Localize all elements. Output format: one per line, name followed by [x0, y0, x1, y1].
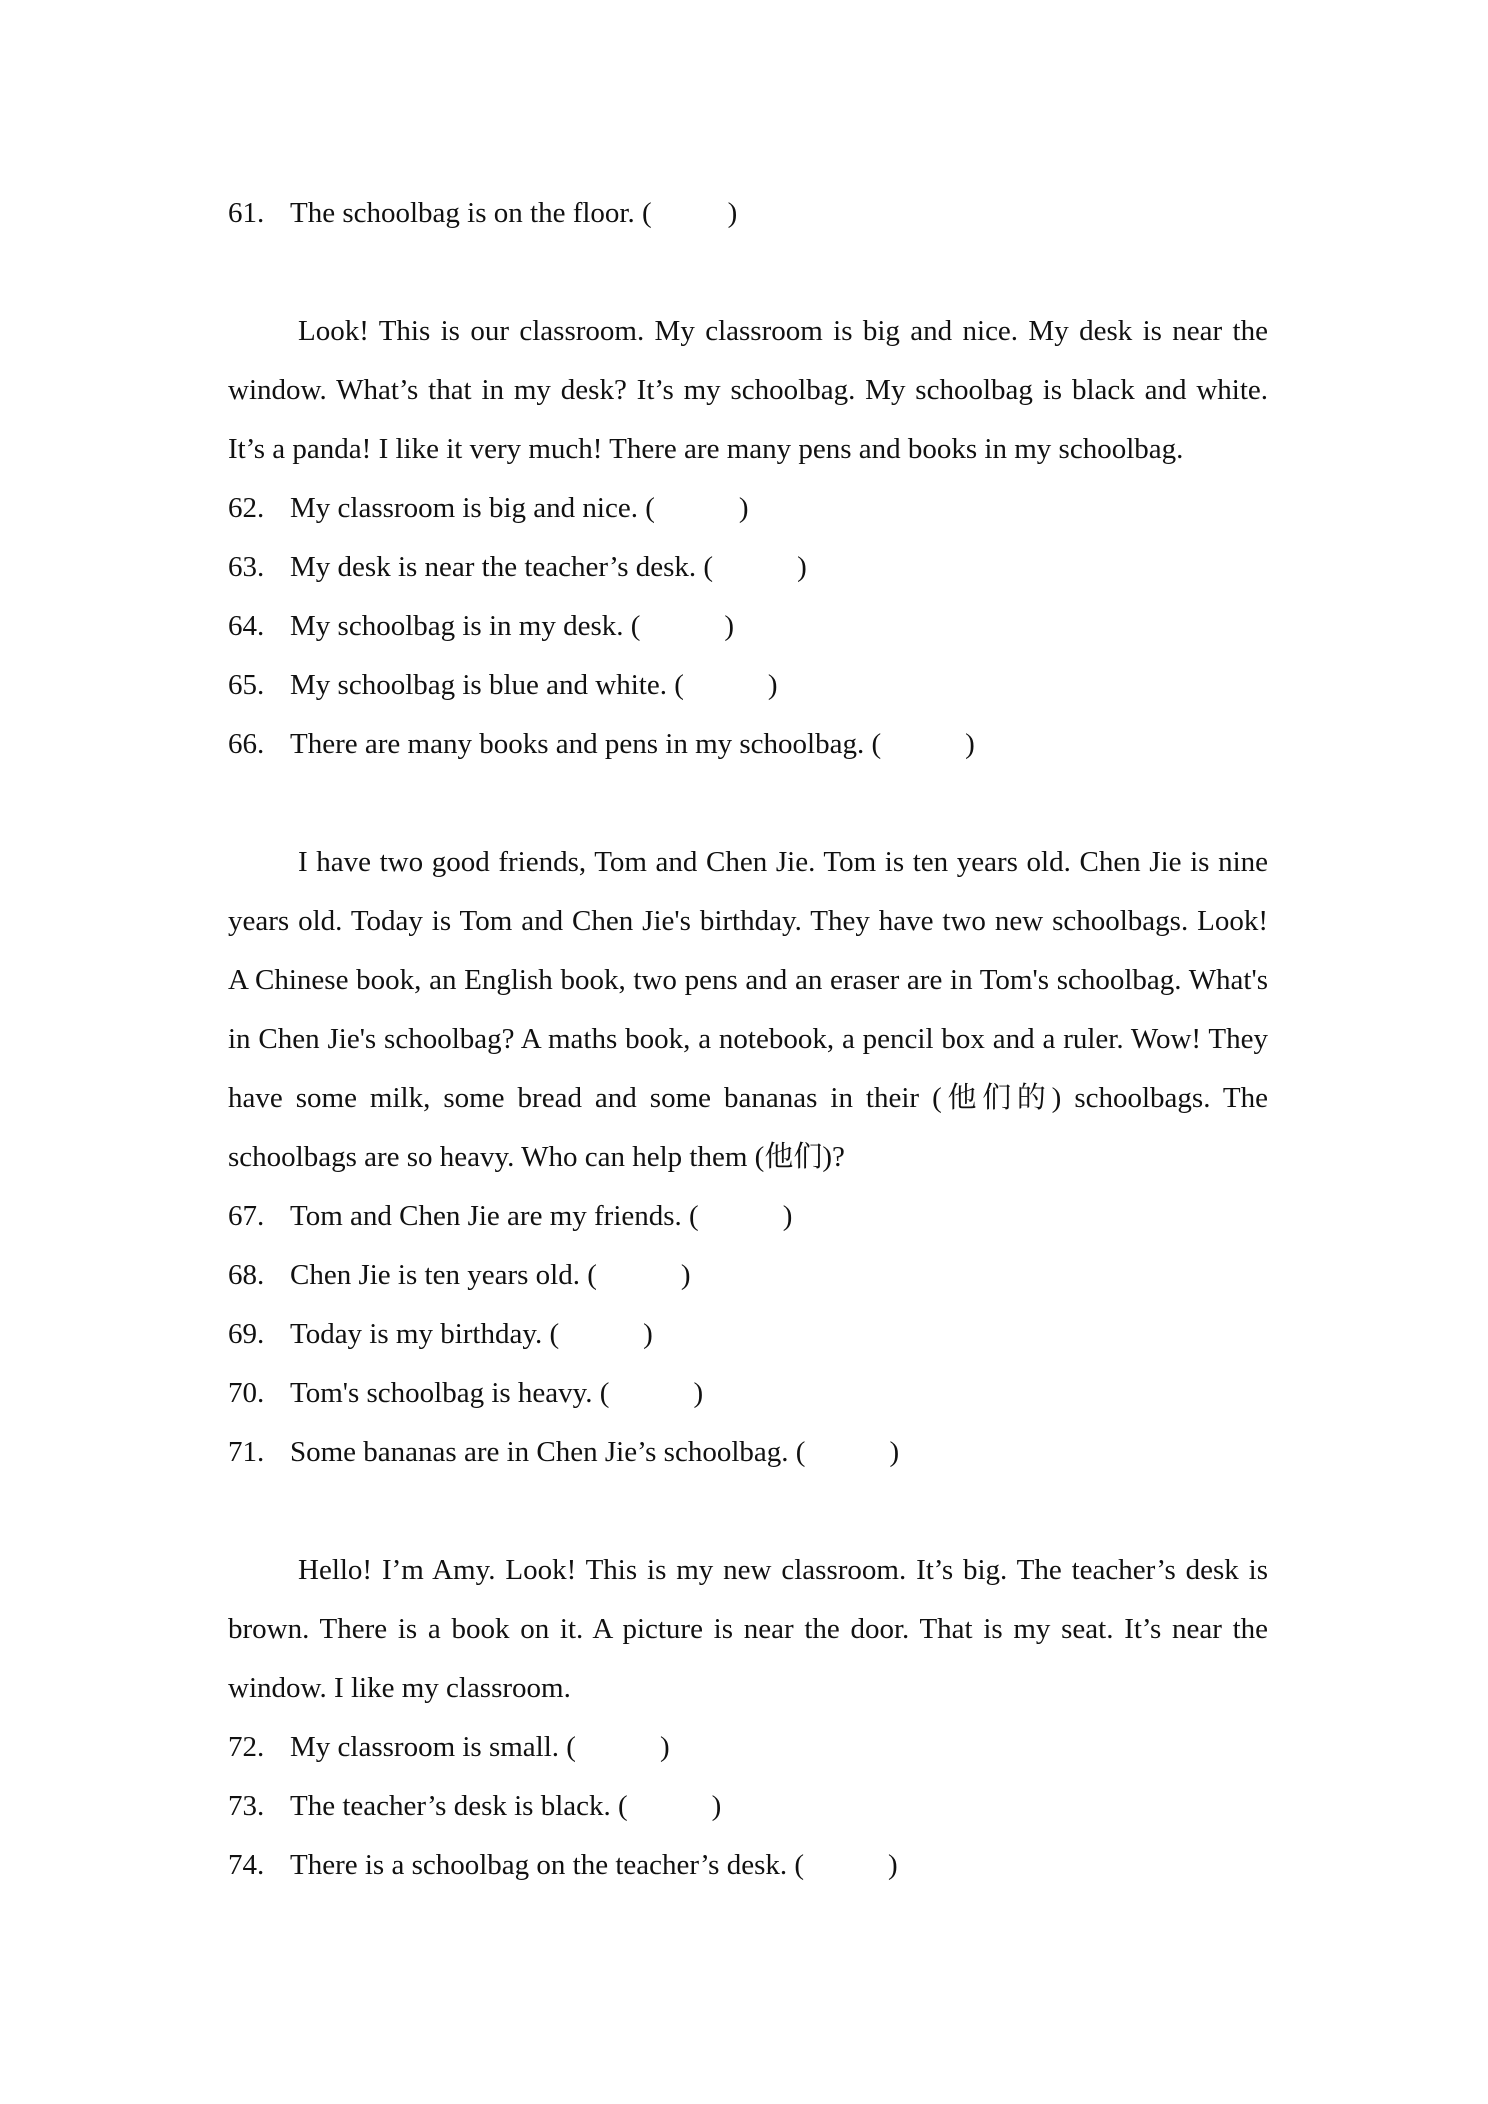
closing-paren: ): [888, 1849, 898, 1881]
question-73: [228, 1777, 1268, 1836]
question-number: 65.: [228, 669, 265, 701]
question-number: 71.: [228, 1436, 265, 1468]
closing-paren: ): [680, 1259, 691, 1291]
closing-paren: ): [693, 1377, 704, 1409]
question-text: Tom and Chen Jie are my friends. (: [290, 1200, 699, 1232]
question-number: 74.: [228, 1849, 265, 1881]
question-number: 63.: [228, 551, 265, 583]
question-62: [228, 479, 1268, 538]
closing-paren: ): [965, 728, 975, 760]
question-65: [228, 656, 1268, 715]
closing-paren: ): [767, 669, 778, 701]
question-number: 73.: [228, 1790, 265, 1822]
reading-passage-3: Hello! I’m Amy. Look! This is my new classroom. It’s big. The teacher’s desk is brown. There is a book on it. A picture is near the door. That is my seat. It’s near the window. I like my classroom.: [228, 1554, 1268, 1704]
question-70: [228, 1364, 1268, 1423]
question-text: My classroom is big and nice. (: [290, 492, 655, 524]
question-text: Chen Jie is ten years old. (: [290, 1259, 597, 1291]
closing-paren: ): [727, 197, 738, 229]
question-74: [228, 1836, 1268, 1895]
question-text: There are many books and pens in my schoolbag. (: [290, 728, 882, 760]
question-72: [228, 1718, 1268, 1777]
question-text: The teacher’s desk is black. (: [290, 1790, 628, 1822]
question-text: My classroom is small. (: [290, 1731, 576, 1763]
question-64: [228, 597, 1268, 656]
closing-paren: ): [711, 1790, 722, 1822]
closing-paren: ): [889, 1436, 900, 1468]
closing-paren: ): [797, 551, 807, 583]
question-number: 69.: [228, 1318, 265, 1350]
question-71: [228, 1423, 1268, 1482]
question-69: [228, 1305, 1268, 1364]
question-text: There is a schoolbag on the teacher’s desk. (: [290, 1849, 805, 1881]
question-68: [228, 1246, 1268, 1305]
question-number: 66.: [228, 728, 265, 760]
question-number: 61.: [228, 197, 265, 229]
question-67: [228, 1187, 1268, 1246]
question-text: The schoolbag is on the floor. (: [290, 197, 652, 229]
question-number: 72.: [228, 1731, 265, 1763]
question-text: Today is my birthday. (: [290, 1318, 560, 1350]
question-text: My schoolbag is in my desk. (: [290, 610, 641, 642]
question-61: [228, 184, 1268, 243]
question-number: 64.: [228, 610, 265, 642]
question-number: 68.: [228, 1259, 265, 1291]
question-text: My desk is near the teacher’s desk. (: [290, 551, 714, 583]
question-63: [228, 538, 1268, 597]
closing-paren: ): [738, 492, 749, 524]
question-number: 62.: [228, 492, 265, 524]
question-text: Tom's schoolbag is heavy. (: [290, 1377, 610, 1409]
question-text: My schoolbag is blue and white. (: [290, 669, 684, 701]
reading-passage-2: I have two good friends, Tom and Chen Jie. Tom is ten years old. Chen Jie is nine years old. Today is Tom and Chen Jie's birthday. They have two new schoolbags. Look! A Chinese book, an English book, two pens and an eraser are in Tom's schoolbag. What's in Chen Jie's schoolbag? A maths book, a notebook, a pencil box and a ruler. Wow! They have some milk, some bread and some bananas in their (他们的) schoolbags. The schoolbags are so heavy. Who can help them (他们)?: [228, 846, 1268, 1173]
question-number: 70.: [228, 1377, 265, 1409]
question-text: Some bananas are in Chen Jie’s schoolbag. (: [290, 1436, 806, 1468]
closing-paren: ): [782, 1200, 793, 1232]
question-number: 67.: [228, 1200, 265, 1232]
closing-paren: ): [643, 1318, 653, 1350]
reading-passage-1: Look! This is our classroom. My classroom is big and nice. My desk is near the window. What’s that in my desk? It’s my schoolbag. My schoolbag is black and white. It’s a panda! I like it very much! There are many pens and books in my schoolbag.: [228, 315, 1268, 465]
closing-paren: ): [659, 1731, 670, 1763]
closing-paren: ): [724, 610, 735, 642]
question-66: [228, 715, 1268, 774]
